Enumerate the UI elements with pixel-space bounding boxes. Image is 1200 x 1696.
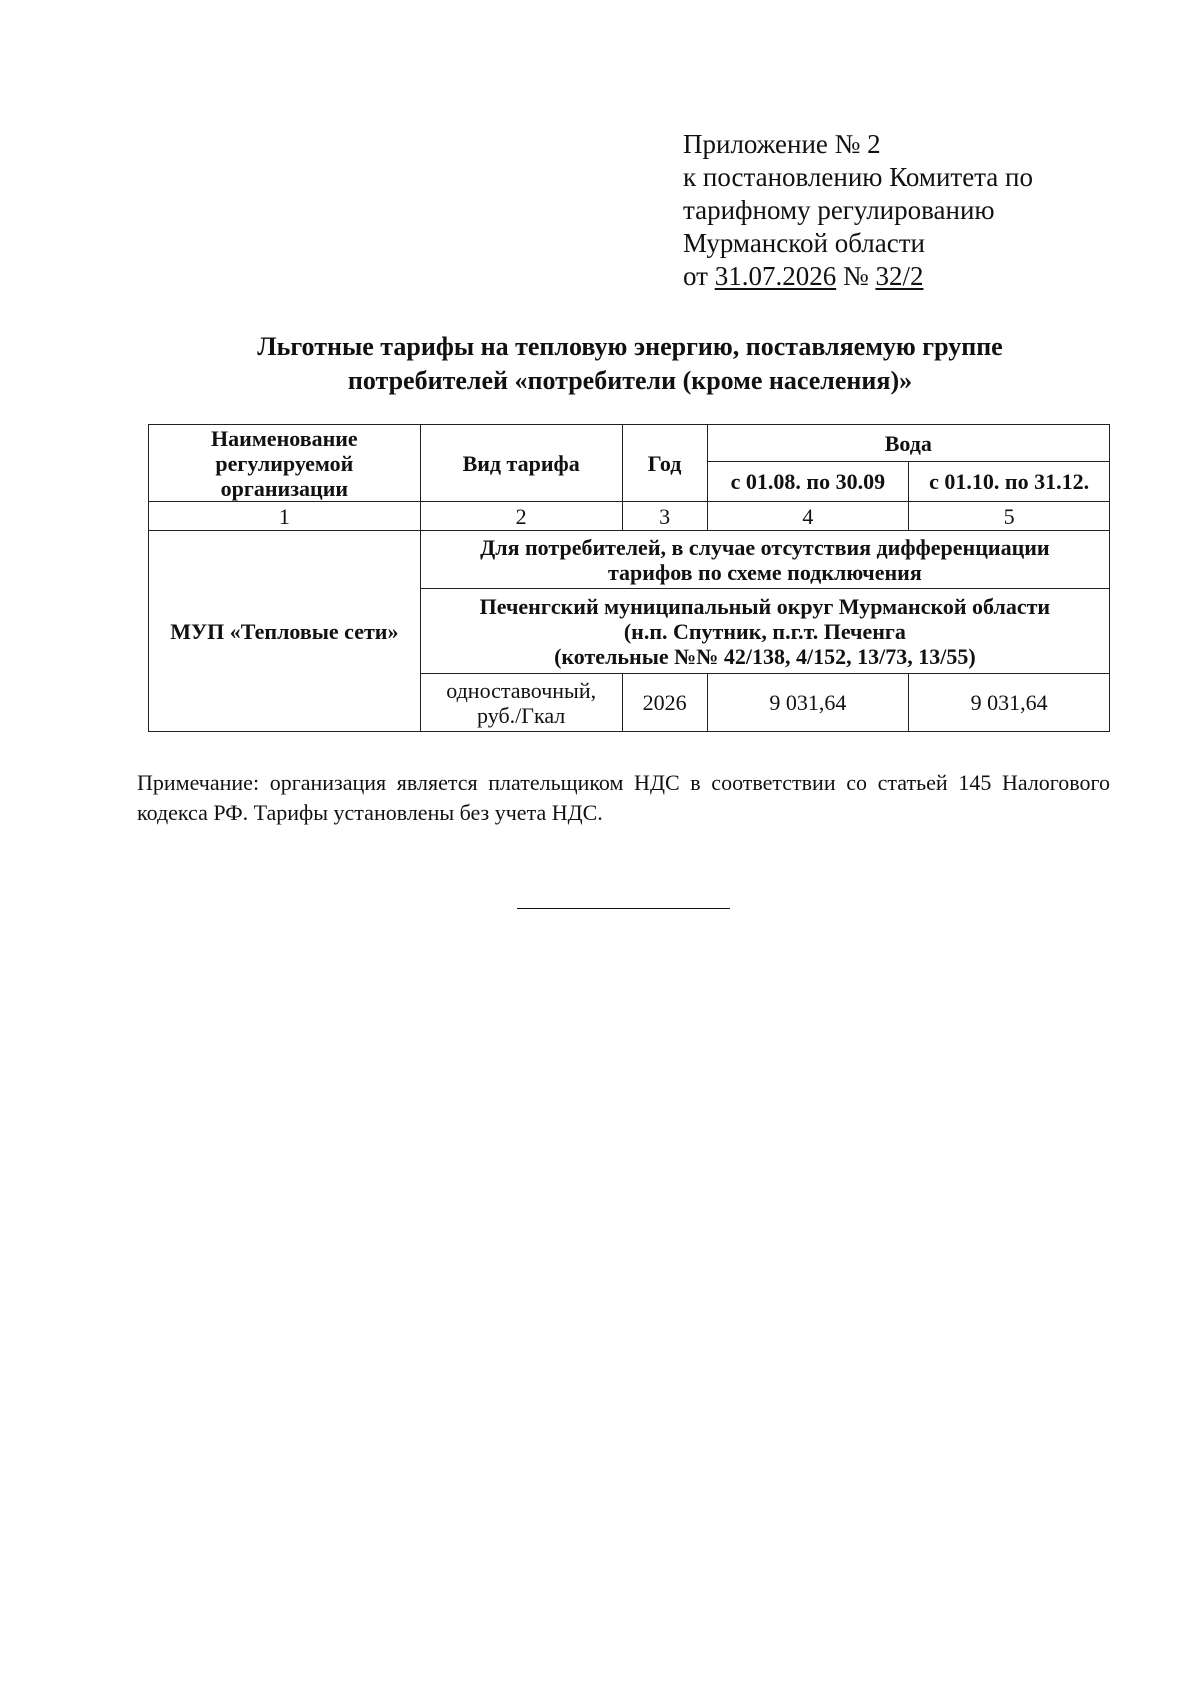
- title-line-1: Льготные тарифы на тепловую энергию, поставляемую группе: [257, 332, 1003, 361]
- header-row-1: [149, 425, 1110, 462]
- organization-cell: МУП «Тепловые сети»: [149, 531, 421, 732]
- document-title: [140, 330, 1120, 398]
- col-number-4: 4: [707, 502, 909, 531]
- note-text: Примечание: организация является плательщиком НДС в соответствии со статьей 145 Налогового кодекса РФ. Тарифы установлены без учета НДС.: [137, 770, 1110, 825]
- tariff-type-cell: одноставочный, руб./Гкал: [420, 674, 622, 732]
- annex-number: Приложение № 2: [683, 129, 881, 159]
- col-number-2: 2: [420, 502, 622, 531]
- annex-line-2: к постановлению Комитета по: [683, 162, 1033, 192]
- annex-line-3: тарифному регулированию: [683, 195, 995, 225]
- section-row-1: [149, 531, 1110, 589]
- tariff-table: [148, 424, 1110, 732]
- header-period-1: с 01.08. по 30.09: [707, 462, 909, 502]
- territory-line-2: (н.п. Спутник, п.г.т. Печенга: [623, 618, 906, 644]
- column-number-row: [149, 502, 1110, 531]
- header-tariff-type: Вид тарифа: [420, 425, 622, 502]
- header-water: Вода: [707, 425, 1109, 462]
- section-consumers: Для потребителей, в случае отсутствия дифференциации тарифов по схеме подключения: [420, 531, 1109, 589]
- col-number-3: 3: [622, 502, 707, 531]
- value-period-1: 9 031,64: [707, 674, 909, 732]
- header-organization: Наименование регулируемой организации: [149, 425, 421, 502]
- header-year: Год: [622, 425, 707, 502]
- annex-date-line: [683, 260, 1033, 293]
- header-period-2: с 01.10. по 31.12.: [909, 462, 1110, 502]
- annex-block: [683, 128, 1033, 293]
- number-prefix: №: [842, 261, 869, 291]
- date-prefix: от: [683, 261, 708, 291]
- value-period-2: 9 031,64: [909, 674, 1110, 732]
- col-number-1: 1: [149, 502, 421, 531]
- annex-line-4: Мурманской области: [683, 228, 925, 258]
- resolution-number: 32/2: [875, 261, 924, 291]
- year-cell: 2026: [622, 674, 707, 732]
- territory-line-1: Печенгский муниципальный округ Мурманской области: [479, 593, 1051, 619]
- section-territory: [420, 589, 1109, 674]
- col-number-5: 5: [909, 502, 1110, 531]
- territory-line-3: (котельные №№ 42/138, 4/152, 13/73, 13/55): [554, 643, 976, 669]
- end-divider: [517, 908, 730, 909]
- resolution-date: 31.07.2026: [714, 261, 837, 291]
- title-line-2: потребителей «потребители (кроме населения)»: [347, 366, 913, 395]
